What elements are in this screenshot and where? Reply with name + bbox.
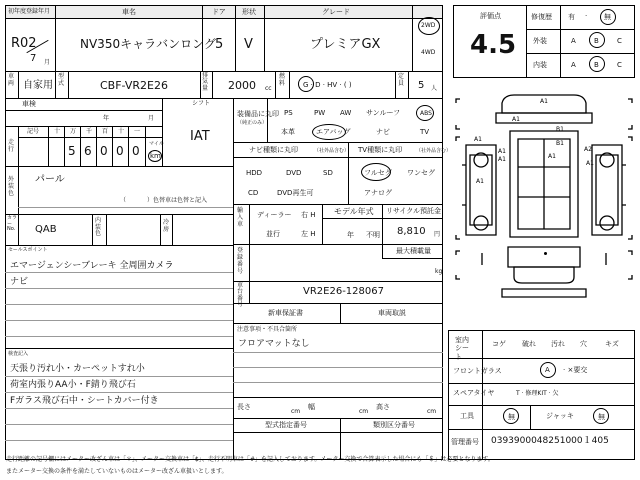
doors-value: 5 [215,37,224,52]
diag-label-5: A1 [548,153,556,160]
fullseg-circle [361,163,391,181]
tools-circle [503,408,519,424]
import-label: 輸入車 [237,207,244,228]
management-label: 管理番号 [451,438,479,446]
class-label: 類別区分番号 [373,421,415,429]
equip-abs: ABS [420,110,432,117]
mileage-label: 走行 [8,139,15,154]
mileage-digit-3: 0 [100,144,108,158]
exterior-paren: （ [120,197,127,204]
interior-selected-circle [589,56,605,72]
jack-circle [593,408,609,424]
nav-type-dvd-play: DVD再生可 [277,189,314,197]
footer-line-1: 走行距離の記号欄にはメーター改ざん車は「＊」、メーター交換車は「$」、走行不明車は「#」を記入しております。メーター交換で合算表示した場合にも「＄」は必要となります。 [6,456,494,463]
vehicle-manual: 車両取説 [378,309,406,317]
max-load-unit: kg [435,268,443,275]
interior-opt-c: C [617,61,622,69]
import-dealer: ディーラー [257,211,292,219]
diag-label-7: A1 [498,156,506,163]
digit-header-2: 万 [70,128,77,135]
shift-label: シフト [192,100,211,107]
fuel-options: G · D · HV · ( ) [303,81,352,89]
displacement-label: 排気量 [202,72,209,92]
dim-height-label: 高さ [376,403,390,411]
import-left: 左 H [301,230,316,238]
jack-value: 無 [598,413,605,421]
nav-type-cd: CD [248,189,259,197]
chassis-no: VR2E26-128067 [303,286,384,297]
digit-header-6: 一 [134,128,141,135]
fuel-label: 燃料 [279,73,286,87]
diag-label-3: B1 [556,126,564,133]
inspector-note-label: 検査記入 [8,351,29,357]
score-value: 4.5 [470,30,517,60]
seat-opt-3: 汚れ [551,340,565,348]
inspector-note-line-1: 天張り汚れ小・カーペットすれ小 [10,364,145,374]
grade-label: グレード [322,8,350,16]
dim-width-unit: cm [359,408,369,415]
equip-pw: PW [314,109,326,117]
diag-label-6: A1 [474,136,482,143]
exterior-opt-c: C [617,37,622,45]
model-name: NV350キャラバンロング [80,37,216,51]
nav-type-sd: SD [323,169,333,177]
shift-value: IAT [190,129,210,144]
new-warranty: 新車保証書 [268,309,303,317]
auction-sheet: 初年度登録年月 R02 7 月 車名 NV350キャラバンロング ドア 5 形状 V グレード プレミアGX 2WD 4WD 車両 自家用 型式 CBF-VR2E26 排気量 2000 cc 燃料 G · D · HV · ( ) 定員 5 人 車検 年 月 シフト IAT 走行 記号 十 万 千 百 十 一 5 6 0 0 0 マイル km 外装色 パール （ ）色替車は色替と記入 カラーNo. QAB 内装色 冷房 セールスポイント エマージェンシーブレーキ 全周囲カメラ ナビ 検査記入 天張り汚れ小・カーペットすれ小 荷室内張りAA小・F錆り飛び石 Fガラス飛び石中・シートカバー付き 装備品に丸印 （純正のみ） PS PW AW サンルーフ ABS 本革 エアバッグ ナビ TV ナビ種類に丸印 （社外品含む） TV種類に丸印 （社外品含む） HDD DVD SD CD DVD再生可 フルセグ ワンセグ アナログ 輸入車 ディーラー 並行 右 H 左 H モデル年式 年 不明 リサイクル預託金 8,810 円 登録番号 最大積載量 kg 車台番号 VR2E26-128067 新車保証書 車両取説 注意事項・不具合箇所 フロアマットなし 長さ cm 幅 cm 高さ cm 型式指定番号 類別区分番号 評価点 4.5 修復歴 有 · 無 外装 A B C 内装 A B C A1 A1 B1 B1 A1 A1 A1 A1 A2 A1 A1 室内シート コゲ 破れ 汚れ 穴 キズ フロントガラス A · ×要交 スペアタイヤ T · 修理KIT · 欠 工具 無 ジャッキ 無 管理番号 0393900048251000１405 走行距離の記号欄にはメーター改ざん車は「＊」、メーター交換車は「$」、走行不明車は「#」を記入しております。メーター交換で合算表示した場合にも「＄」は必要となります。 またメーター交換の条件を満たしていないものはメーター改ざん車扱いとします。 [0,0,640,480]
capacity-label: 定員 [398,73,405,87]
nav-type-hdd: HDD [246,169,263,177]
diag-label-11: A1 [498,148,506,155]
exterior-opt-b: B [594,37,599,45]
displacement-value: 2000 [228,79,256,92]
dim-height-unit: cm [427,408,437,415]
footer-line-2: またメーター交換の条件を満たしていないものはメーター改ざん車扱いとします。 [6,468,228,475]
color-code-label: カラーNo. [7,215,18,232]
exterior-opt-a: A [571,37,576,45]
digit-header-0: 記号 [27,128,40,135]
seat-opt-5: キズ [605,340,619,348]
abs-circle [416,105,434,121]
front-glass-label: フロントガラス [453,367,502,375]
tools-label: 工具 [460,412,474,420]
month-unit: 月 [44,59,51,66]
tv-header: TV種類に丸印 [358,146,403,154]
mileage-digit-5: 0 [132,144,140,158]
car-diagram [452,85,636,325]
digit-header-1: 十 [54,128,61,135]
equipment-sub: （純正のみ） [237,120,268,126]
digit-header-5: 十 [118,128,125,135]
drive-4wd: 4WD [421,49,436,56]
front-glass-note: · ×要交 [563,366,588,374]
reg-no-label: 登録番号 [237,247,244,275]
repair-has: 有 [568,13,575,21]
front-glass-circle [540,362,556,378]
sales-point-label: セールスポイント [8,247,48,253]
body-type-value: V [244,37,253,52]
equip-ps: PS [284,109,293,117]
mileage-digit-2: 6 [84,144,92,158]
model-name-label: 車名 [122,8,136,16]
seat-opt-2: 破れ [522,340,536,348]
recycle-value: 8,810 [397,226,426,237]
displacement-unit: cc [265,85,272,92]
tools-value: 無 [508,413,515,421]
mileage-digit-1: 5 [68,144,76,158]
equip-aw: AW [340,109,352,117]
model-year-unknown: 不明 [366,231,380,239]
diag-label-8: A1 [476,178,484,185]
diag-label-10: A1 [586,160,594,167]
dim-length-label: 長さ [237,403,251,411]
first-reg-month: 7 [30,53,37,64]
chassis-label: 車台番号 [237,282,244,308]
score-label: 評価点 [480,12,501,20]
drive-2wd: 2WD [421,22,436,29]
import-parallel: 並行 [266,230,280,238]
exterior-selected-circle [589,32,605,48]
seat-opt-4: 穴 [580,340,587,348]
km-label: km [150,152,161,160]
type-value: CBF-VR2E26 [100,79,168,92]
dim-width-label: 幅 [308,403,315,411]
diag-label-2: A1 [512,116,520,123]
usage-value: 自家用 [23,80,53,91]
capacity-value: 5 [418,80,425,91]
interior-grade-label: 内装 [533,61,547,69]
management-no: 0393900048251000１405 [491,436,609,446]
tv-type-analog: アナログ [364,189,392,197]
seat-opt-1: コゲ [492,340,506,348]
interior-opt-a: A [571,61,576,69]
inspector-note-line-3: Fガラス飛び石中・シートカバー付き [10,396,159,406]
recycle-label: リサイクル預託金 [386,207,442,215]
model-year-year: 年 [347,231,354,239]
front-glass-value: A [545,366,550,374]
inspection-year-unit: 年 [103,115,110,122]
diag-label-4: B1 [556,140,564,147]
inspection-month-unit: 月 [148,115,155,122]
diag-label-1: A1 [540,98,548,105]
tv-sub: （社外品含む） [416,148,452,154]
tv-type-oneseg: ワンセグ [407,169,435,177]
drive-2wd-circle [418,17,440,35]
sales-point-line-2: ナビ [10,277,29,287]
first-reg-label: 初年度登録年月 [8,8,51,15]
notes-text: フロアマットなし [238,339,310,349]
recycle-unit: 円 [434,231,441,238]
equip-nav: ナビ [376,128,390,136]
km-circle [148,150,162,162]
nav-sub: （社外品含む） [314,148,350,154]
dim-length-unit: cm [291,408,301,415]
model-year-label: モデル年式 [334,207,374,216]
exterior-label: 外装色 [8,176,15,198]
body-type-label: 形状 [242,8,256,16]
spare-tire-label: スペアタイヤ [453,389,495,397]
digit-header-3: 千 [86,128,93,135]
exterior-color: パール [35,174,65,185]
exterior-note: ）色替車は色替と記入 [147,197,208,204]
inspection-label: 車検 [22,100,36,108]
usage-label: 車両 [8,73,15,87]
equip-airbag: エアバッグ [316,128,351,136]
interior-seat-label: 室内シート [455,336,469,361]
inspector-note-line-2: 荷室内張りAA小・F錆り飛び石 [10,380,136,390]
import-right: 右 H [301,211,316,219]
repair-none-circle [600,9,616,25]
max-load-label: 最大積載量 [396,247,431,255]
equipment-label: 装備品に丸印 [237,110,279,118]
grade-value: プレミアGX [310,37,381,52]
doors-label: ドア [212,8,226,16]
exterior-grade-label: 外装 [533,37,547,45]
mile-label: マイル [149,141,164,147]
aircon-label: 冷房 [163,219,170,233]
airbag-circle [312,124,346,140]
equip-sunroof: サンルーフ [366,109,401,117]
interior-color-label: 内装色 [95,217,102,238]
repair-label: 修復歴 [531,13,552,21]
mileage-digit-4: 0 [116,144,124,158]
interior-opt-b: B [594,61,599,69]
jack-label: ジャッキ [546,412,574,420]
first-reg-era: R02 [11,36,37,51]
sales-point-line-1: エマージェンシーブレーキ 全周囲カメラ [10,261,174,271]
equip-leather: 本革 [281,128,295,136]
tv-type-fullseg: フルセグ [364,169,392,177]
type-label: 型式 [58,73,65,87]
equip-tv: TV [420,128,430,136]
notes-label: 注意事項・不具合箇所 [237,326,298,333]
type-cert-label: 型式指定番号 [265,421,307,429]
nav-type-dvd: DVD [286,169,302,177]
fuel-selected-circle [298,76,314,92]
capacity-unit: 人 [431,85,438,92]
diag-label-9: A2 [584,146,592,153]
spare-tire-options: T · 修理KIT · 欠 [516,390,559,397]
digit-header-4: 百 [102,128,109,135]
repair-none: 無 [604,13,611,21]
nav-header: ナビ種類に丸印 [249,146,298,154]
color-code-value: QAB [35,224,57,235]
